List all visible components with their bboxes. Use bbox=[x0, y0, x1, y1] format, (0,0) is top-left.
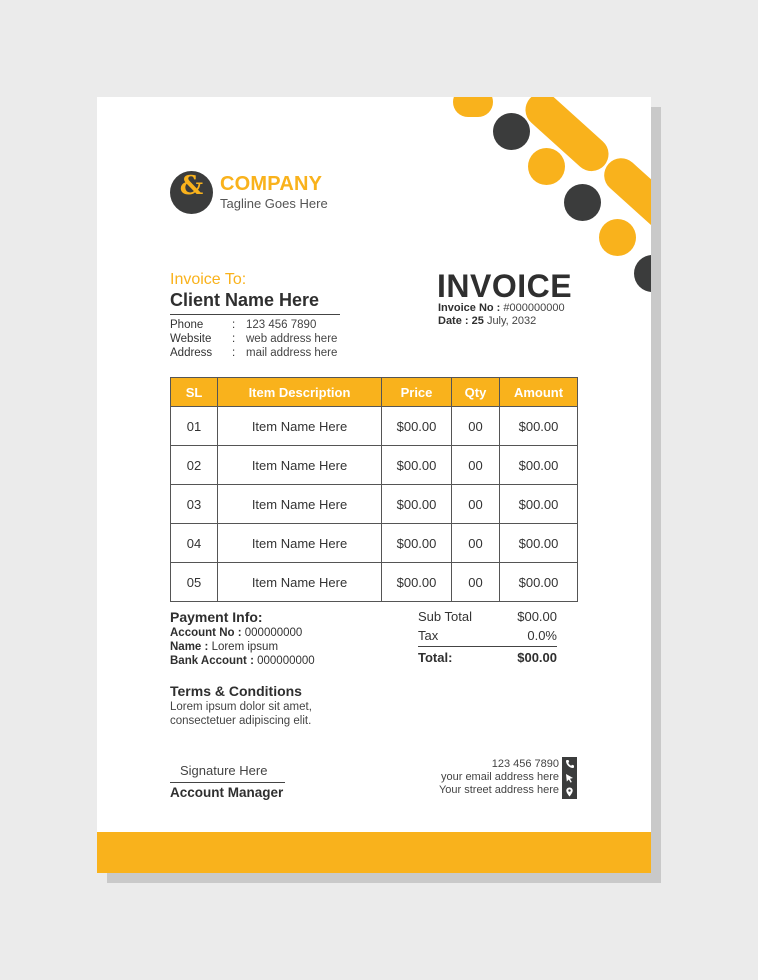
invoice-number bbox=[438, 302, 565, 314]
cell-sl: 01 bbox=[171, 407, 218, 446]
cell-price: $00.00 bbox=[382, 446, 452, 485]
cell-amount: $00.00 bbox=[500, 485, 578, 524]
cell-qty: 00 bbox=[452, 446, 500, 485]
cell-sl: 04 bbox=[171, 524, 218, 563]
cell-sl: 05 bbox=[171, 563, 218, 602]
invoice-to-heading: Invoice To: bbox=[170, 271, 247, 288]
invoice-title: INVOICE bbox=[437, 268, 573, 304]
subtotal-value: $00.00 bbox=[517, 609, 557, 624]
totals-divider bbox=[418, 646, 557, 647]
location-pin-icon bbox=[562, 785, 577, 799]
deco-yellow-dot-2 bbox=[599, 219, 636, 256]
invoice-number-label: Invoice No : bbox=[438, 302, 501, 314]
table-row bbox=[171, 407, 578, 446]
tax-label: Tax bbox=[418, 628, 439, 643]
cell-sl: 03 bbox=[171, 485, 218, 524]
payment-name bbox=[170, 641, 278, 653]
field-label: Address bbox=[170, 347, 213, 359]
total-value: $00.00 bbox=[517, 650, 557, 665]
cell-qty: 00 bbox=[452, 563, 500, 602]
cell-price: $00.00 bbox=[382, 524, 452, 563]
contact-street: Your street address here bbox=[438, 784, 559, 796]
invoice-date-label: Date : bbox=[438, 315, 469, 327]
total-label: Total: bbox=[418, 650, 453, 665]
invoice-page: & COMPANY Tagline Goes Here Invoice To: Client Name Here Phone : 123 456 7890 Website : web address here Address : mail address here INVOICE Invoice No : #000000000 Date : 25 July, 2032 SL Item Description Price Qty Amount 01 Item Name Here $00.00 00 $00.00 02 Item Name Here $00.00 00 $00.00 03 Item Name Here $00.00 00 $00.00 04 Item Name Here $00.00 00 $00.00 05 Item Name Here $00.00 00 $00.00 Payment Info: Account No : 000000000 Name : Lorem ipsum Bank Account : 000000000 Sub Total $00.00 Tax 0.0% Total: $00.00 Terms & Conditions Lorem ipsum dolor sit amet, consectetuer adipiscing elit. Signature Here Account Manager 123 456 7890 your email address here Your street address here bbox=[97, 97, 651, 873]
table-row bbox=[171, 485, 578, 524]
cell-qty: 00 bbox=[452, 524, 500, 563]
deco-yellow-pill-top bbox=[453, 97, 493, 117]
cursor-icon bbox=[562, 771, 577, 785]
cell-amount: $00.00 bbox=[500, 563, 578, 602]
header-amount: Amount bbox=[500, 378, 578, 407]
invoice-number-value: #000000000 bbox=[503, 302, 565, 314]
bank-account-label: Bank Account : bbox=[170, 655, 254, 667]
logo-glyph: & bbox=[179, 171, 204, 201]
name-value: Lorem ipsum bbox=[211, 641, 279, 653]
cell-item: Item Name Here bbox=[218, 563, 382, 602]
cell-qty: 00 bbox=[452, 407, 500, 446]
field-value: 123 456 7890 bbox=[246, 319, 317, 331]
header-price: Price bbox=[382, 378, 452, 407]
field-label: Phone bbox=[170, 319, 204, 331]
account-no-value: 000000000 bbox=[244, 627, 303, 639]
name-label: Name : bbox=[170, 641, 209, 653]
header-qty: Qty bbox=[452, 378, 500, 407]
account-no-label: Account No : bbox=[170, 627, 242, 639]
subtotal-label: Sub Total bbox=[418, 609, 472, 624]
terms-heading: Terms & Conditions bbox=[170, 683, 302, 699]
cell-item: Item Name Here bbox=[218, 446, 382, 485]
invoice-date-rest: July, 2032 bbox=[486, 315, 537, 327]
cell-item: Item Name Here bbox=[218, 524, 382, 563]
cell-price: $00.00 bbox=[382, 485, 452, 524]
field-value: web address here bbox=[246, 333, 338, 345]
cell-item: Item Name Here bbox=[218, 485, 382, 524]
invoice-date-day: 25 bbox=[471, 315, 484, 327]
signature-role: Account Manager bbox=[170, 785, 284, 800]
client-name: Client Name Here bbox=[170, 290, 320, 310]
payment-bank-account bbox=[170, 655, 315, 667]
table-row bbox=[171, 446, 578, 485]
cell-amount: $00.00 bbox=[500, 524, 578, 563]
table-header-row bbox=[171, 378, 578, 407]
cell-amount: $00.00 bbox=[500, 407, 578, 446]
client-underline bbox=[170, 314, 340, 315]
field-value: mail address here bbox=[246, 347, 338, 359]
deco-dark-dot-2 bbox=[564, 184, 601, 221]
cell-amount: $00.00 bbox=[500, 446, 578, 485]
terms-text: Lorem ipsum dolor sit amet, consectetuer adipiscing elit. bbox=[170, 701, 312, 727]
header-sl: SL bbox=[171, 378, 218, 407]
signature-text: Signature Here bbox=[180, 763, 268, 778]
deco-dark-dot-1 bbox=[493, 113, 530, 150]
invoice-date bbox=[438, 315, 536, 327]
company-name: COMPANY bbox=[220, 173, 323, 195]
cell-item: Item Name Here bbox=[218, 407, 382, 446]
contact-email: your email address here bbox=[440, 771, 559, 783]
cell-price: $00.00 bbox=[382, 407, 452, 446]
bank-account-value: 000000000 bbox=[257, 655, 315, 667]
footer-accent-bar bbox=[97, 832, 651, 873]
deco-dark-dot-3 bbox=[634, 255, 651, 292]
company-tagline: Tagline Goes Here bbox=[220, 196, 328, 211]
deco-yellow-dot-1 bbox=[528, 148, 565, 185]
phone-icon bbox=[562, 757, 577, 771]
cell-qty: 00 bbox=[452, 485, 500, 524]
signature-line bbox=[170, 782, 285, 783]
header-item-description: Item Description bbox=[218, 378, 382, 407]
payment-info-heading: Payment Info: bbox=[170, 609, 263, 625]
field-label: Website bbox=[170, 333, 212, 345]
table-row bbox=[171, 563, 578, 602]
contact-phone: 123 456 7890 bbox=[491, 758, 559, 770]
company-logo bbox=[170, 171, 213, 214]
items-table bbox=[170, 377, 578, 602]
tax-value: 0.0% bbox=[527, 628, 557, 643]
payment-account-no bbox=[170, 627, 302, 639]
cell-sl: 02 bbox=[171, 446, 218, 485]
cell-price: $00.00 bbox=[382, 563, 452, 602]
table-row bbox=[171, 524, 578, 563]
